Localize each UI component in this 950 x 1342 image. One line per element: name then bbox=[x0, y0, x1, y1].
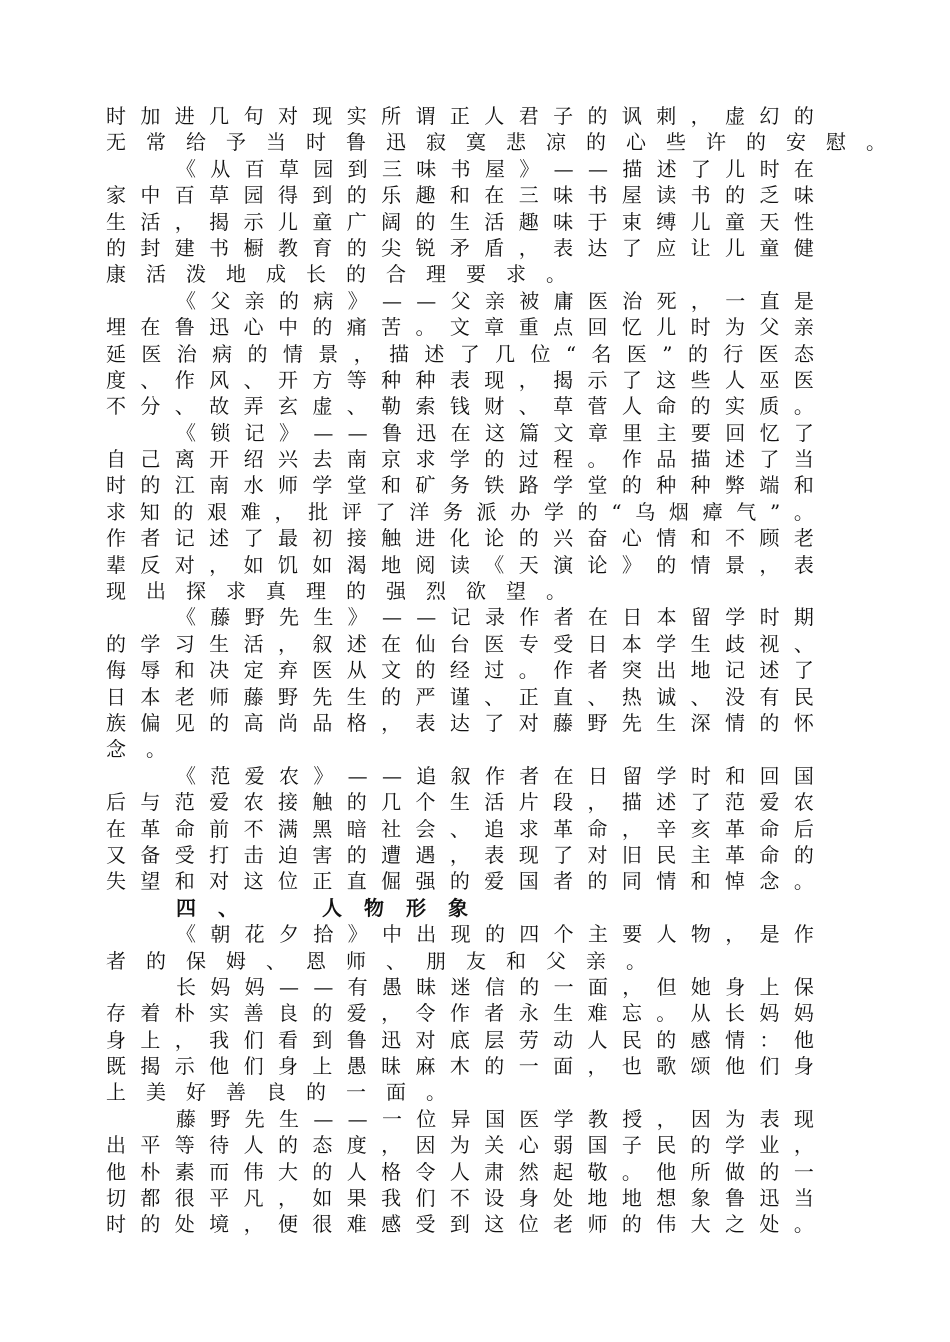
text-line: 《 父 亲 的 病 》 — — 父 亲 被 庸 医 治 死 ， 一 直 是 bbox=[176, 288, 814, 313]
text-line: 日 本 老 师 藤 野 先 生 的 严 谨 、 正 直 、 热 诚 、 没 有 民 bbox=[106, 684, 814, 709]
text-line: 长 妈 妈 — — 有 愚 昧 迷 信 的 一 面 ， 但 她 身 上 保 bbox=[176, 974, 814, 999]
text-line: 他 朴 素 而 伟 大 的 人 格 令 人 肃 然 起 敬 。 他 所 做 的 一 bbox=[106, 1159, 814, 1184]
text-line: 的 学 习 生 活 ， 叙 述 在 仙 台 医 专 受 日 本 学 生 歧 视 、 bbox=[106, 631, 814, 656]
text-line: 又 备 受 打 击 迫 害 的 遭 遇 ， 表 现 了 对 旧 民 主 革 命 的 bbox=[106, 842, 814, 867]
document-page bbox=[106, 103, 886, 1238]
text-line: 时 的 江 南 水 师 学 堂 和 矿 务 铁 路 学 堂 的 种 种 弊 端 和 bbox=[106, 473, 814, 498]
text-line: 后 与 范 爱 农 接 触 的 几 个 生 活 片 段 ， 描 述 了 范 爱 农 bbox=[106, 790, 814, 815]
text-line: 家 中 百 草 园 得 到 的 乐 趣 和 在 三 味 书 屋 读 书 的 乏 味 bbox=[106, 183, 814, 208]
text-line: 求 知 的 艰 难 ， 批 评 了 洋 务 派 办 学 的 “ 乌 烟 瘴 气 ” 。 bbox=[106, 499, 814, 524]
text-line: 康 活 泼 地 成 长 的 合 理 要 求 。 bbox=[106, 262, 566, 287]
text-line: 在 革 命 前 不 满 黑 暗 社 会 、 追 求 革 命 ， 辛 亥 革 命 后 bbox=[106, 816, 814, 841]
text-line: 《 朝 花 夕 拾 》 中 出 现 的 四 个 主 要 人 物 ， 是 作 bbox=[176, 922, 814, 947]
text-line: 作 者 记 述 了 最 初 接 触 进 化 论 的 兴 奋 心 情 和 不 顾 老 bbox=[106, 526, 814, 551]
text-line: 《 锁 记 》 — — 鲁 迅 在 这 篇 文 章 里 主 要 回 忆 了 bbox=[176, 420, 814, 445]
text-line: 无 常 给 予 当 时 鲁 迅 寂 寞 悲 凉 的 心 些 许 的 安 慰 。 bbox=[106, 130, 886, 155]
text-line: 身 上 ， 我 们 看 到 鲁 迅 对 底 层 劳 动 人 民 的 感 情 ： 他 bbox=[106, 1027, 814, 1052]
text-line: 不 分 、 故 弄 玄 虚 、 勒 索 钱 财 、 草 菅 人 命 的 实 质 。 bbox=[106, 394, 814, 419]
text-line: 《 范 爱 农 》 — — 追 叙 作 者 在 日 留 学 时 和 回 国 bbox=[176, 763, 814, 788]
section-heading: 四 、 人 物 形 象 bbox=[176, 895, 468, 920]
text-line: 切 都 很 平 凡 ， 如 果 我 们 不 设 身 处 地 地 想 象 鲁 迅 当 bbox=[106, 1186, 814, 1211]
text-line: 族 偏 见 的 高 尚 品 格 ， 表 达 了 对 藤 野 先 生 深 情 的 怀 bbox=[106, 710, 814, 735]
text-line: 者 的 保 姆 、 恩 师 、 朋 友 和 父 亲 。 bbox=[106, 948, 646, 973]
text-line: 时 的 处 境 ， 便 很 难 感 受 到 这 位 老 师 的 伟 大 之 处 。 bbox=[106, 1212, 814, 1237]
text-line: 出 平 等 待 人 的 态 度 ， 因 为 关 心 弱 国 子 民 的 学 业 ， bbox=[106, 1133, 814, 1158]
text-line: 自 己 离 开 绍 兴 去 南 京 求 学 的 过 程 。 作 品 描 述 了 当 bbox=[106, 447, 814, 472]
text-line: 埋 在 鲁 迅 心 中 的 痛 苦 。 文 章 重 点 回 忆 儿 时 为 父 亲 bbox=[106, 315, 814, 340]
text-line: 生 活 ， 揭 示 儿 童 广 阔 的 生 活 趣 味 于 束 缚 儿 童 天 性 bbox=[106, 209, 814, 234]
text-line: 延 医 治 病 的 情 景 ， 描 述 了 几 位 “ 名 医 ” 的 行 医 态 bbox=[106, 341, 814, 366]
text-line: 时 加 进 几 句 对 现 实 所 谓 正 人 君 子 的 讽 刺 ， 虚 幻 的 bbox=[106, 104, 814, 128]
text-line: 《 藤 野 先 生 》 — — 记 录 作 者 在 日 本 留 学 时 期 bbox=[176, 605, 814, 630]
text-line: 失 望 和 对 这 位 正 直 倔 强 的 爱 国 者 的 同 情 和 悼 念 。 bbox=[106, 869, 814, 894]
text-line: 念 。 bbox=[106, 737, 166, 762]
text-line: 藤 野 先 生 — — 一 位 异 国 医 学 教 授 ， 因 为 表 现 bbox=[176, 1106, 814, 1131]
text-line: 存 着 朴 实 善 良 的 爱 ， 令 作 者 永 生 难 忘 。 从 长 妈 妈 bbox=[106, 1001, 814, 1026]
text-line: 度 、 作 风 、 开 方 等 种 种 表 现 ， 揭 示 了 这 些 人 巫 医 bbox=[106, 367, 814, 392]
text-line: 现 出 探 求 真 理 的 强 烈 欲 望 。 bbox=[106, 579, 566, 604]
text-line: 辈 反 对 ， 如 饥 如 渴 地 阅 读 《 天 演 论 》 的 情 景 ， 表 bbox=[106, 552, 814, 577]
text-line: 的 封 建 书 橱 教 育 的 尖 锐 矛 盾 ， 表 达 了 应 让 儿 童 健 bbox=[106, 235, 814, 260]
text-line: 侮 辱 和 决 定 弃 医 从 文 的 经 过 。 作 者 突 出 地 记 述 了 bbox=[106, 658, 814, 683]
text-line: 既 揭 示 他 们 身 上 愚 昧 麻 木 的 一 面 ， 也 歌 颂 他 们 身 bbox=[106, 1054, 814, 1079]
text-line: 《 从 百 草 园 到 三 味 书 屋 》 — — 描 述 了 儿 时 在 bbox=[176, 156, 814, 181]
text-line: 上 美 好 善 良 的 一 面 。 bbox=[106, 1080, 446, 1105]
